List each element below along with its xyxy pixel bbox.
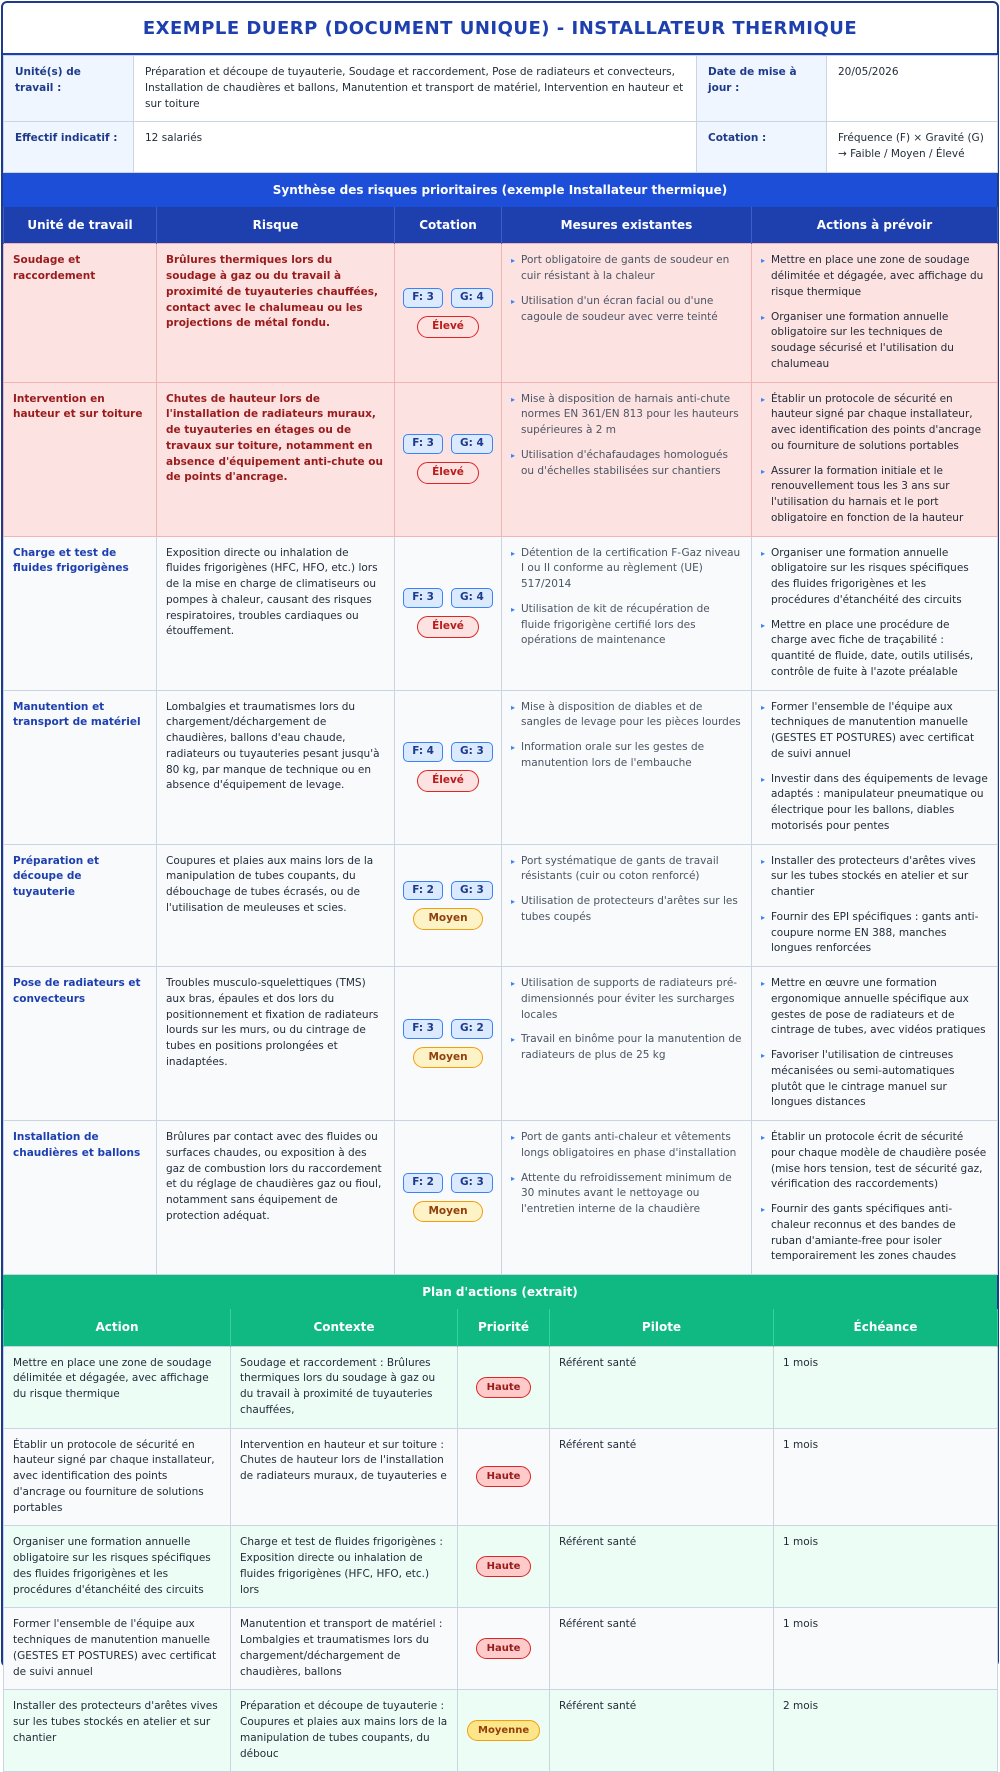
plan-context: Charge et test de fluides frigorigènes : Exposition directe ou inhalation de fluides frigorigènes (HFC, HFO, etc.) lors bbox=[231, 1526, 458, 1608]
plan-deadline: 2 mois bbox=[774, 1690, 998, 1772]
plan-header-action: Action bbox=[4, 1309, 231, 1346]
gravity-badge: G: 4 bbox=[451, 288, 493, 308]
planned-action-item: ▸ Organiser une formation annuelle obligatoire sur les techniques de soudage sécurisé et l'utilisation du chalumeau bbox=[761, 310, 988, 373]
gravity-badge: G: 4 bbox=[451, 588, 493, 608]
plan-context: Manutention et transport de matériel : Lombalgies et traumatismes lors du chargement/déchargement de chaudières, ballons bbox=[231, 1608, 458, 1690]
planned-actions bbox=[752, 967, 998, 1121]
plan-pilot: Référent santé bbox=[550, 1428, 774, 1526]
planned-action-item: ▸ Assurer la formation initiale et le renouvellement tous les 3 ans sur l'utilisation du harnais et le port obligatoire en fonction de la hauteur bbox=[761, 464, 988, 527]
existing-measure-item: ▸ Mise à disposition de diables et de sangles de levage pour les pièces lourdes bbox=[511, 700, 742, 732]
frequency-badge: F: 2 bbox=[403, 1173, 443, 1193]
risk-unit: Pose de radiateurs et convecteurs bbox=[4, 967, 157, 1121]
gravity-badge: G: 2 bbox=[451, 1019, 493, 1039]
existing-measure-item: ▸ Utilisation de protecteurs d'arêtes sur les tubes coupés bbox=[511, 894, 742, 926]
risk-description: Coupures et plaies aux mains lors de la manipulation de tubes coupants, du débouchage de tubes écrasés, ou de l'utilisation de meuleuses et scies. bbox=[157, 844, 395, 967]
plan-context: Intervention en hauteur et sur toiture : Chutes de hauteur lors de l'installation de radiateurs muraux, de tuyauteries e bbox=[231, 1428, 458, 1526]
plan-action: Installer des protecteurs d'arêtes vives sur les tubes stockés en atelier et sur chantier bbox=[4, 1690, 231, 1772]
existing-measures-list bbox=[511, 546, 742, 650]
planned-action-item: ▸ Installer des protecteurs d'arêtes vives sur les tubes stockés en atelier et sur chantier bbox=[761, 854, 988, 901]
planned-actions bbox=[752, 1121, 998, 1275]
plan-row bbox=[4, 1526, 998, 1608]
frequency-badge: F: 3 bbox=[403, 588, 443, 608]
existing-measures bbox=[502, 844, 752, 967]
plan-pilot: Référent santé bbox=[550, 1346, 774, 1428]
planned-actions bbox=[752, 536, 998, 690]
existing-measures bbox=[502, 244, 752, 382]
planned-actions bbox=[752, 844, 998, 967]
plan-pilot: Référent santé bbox=[550, 1526, 774, 1608]
existing-measure-item: ▸ Utilisation d'échafaudages homologués ou d'échelles stabilisées sur chantiers bbox=[511, 448, 742, 480]
cotation-label: Cotation : bbox=[697, 122, 827, 173]
plan-priority bbox=[458, 1526, 550, 1608]
existing-measures-list bbox=[511, 700, 742, 772]
gravity-badge: G: 3 bbox=[451, 1173, 493, 1193]
plan-section-title: Plan d'actions (extrait) bbox=[3, 1275, 997, 1309]
risk-row bbox=[4, 244, 998, 382]
existing-measures bbox=[502, 382, 752, 536]
units-value: Préparation et découpe de tuyauterie, Soudage et raccordement, Pose de radiateurs et convecteurs, Installation de chaudières et ballons, Manutention et transport de matériel, Intervention en hauteur et sur toiture bbox=[134, 56, 697, 122]
planned-action-item: ▸ Former l'ensemble de l'équipe aux techniques de manutention manuelle (GESTES ET POSTURES) avec certificat de suivi annuel bbox=[761, 700, 988, 763]
plan-action: Organiser une formation annuelle obligatoire sur les risques spécifiques des fluides frigorigènes et les procédures d'étanchéité des circuits bbox=[4, 1526, 231, 1608]
existing-measure-item: ▸ Attente du refroidissement minimum de 30 minutes avant le nettoyage ou l'entretien interne de la chaudière bbox=[511, 1171, 742, 1218]
plan-pilot: Référent santé bbox=[550, 1690, 774, 1772]
duerp-document bbox=[1, 1, 999, 1760]
date-label: Date de mise à jour : bbox=[697, 56, 827, 122]
risk-row bbox=[4, 844, 998, 967]
risk-description: Lombalgies et traumatismes lors du chargement/déchargement de chaudières, ballons d'eau chaude, radiateurs ou tuyauteries pesant jusqu'à 80 kg, par manque de technique ou en absence d'équipement de levage. bbox=[157, 690, 395, 844]
plan-header-context: Contexte bbox=[231, 1309, 458, 1346]
cotation-value: Fréquence (F) × Gravité (G) → Faible / Moyen / Élevé bbox=[827, 122, 998, 173]
existing-measure-item: ▸ Port systématique de gants de travail résistants (cuir ou coton renforcé) bbox=[511, 854, 742, 886]
risks-header-existing: Mesures existantes bbox=[502, 207, 752, 244]
existing-measures bbox=[502, 1121, 752, 1275]
effectif-value: 12 salariés bbox=[134, 122, 697, 173]
plan-header-pilot: Pilote bbox=[550, 1309, 774, 1346]
plan-table bbox=[3, 1309, 998, 1772]
existing-measure-item: ▸ Utilisation de kit de récupération de fluide frigorigène certifié lors des opérations de maintenance bbox=[511, 602, 742, 649]
plan-action: Mettre en place une zone de soudage délimitée et dégagée, avec affichage du risque thermique bbox=[4, 1346, 231, 1428]
planned-action-item: ▸ Investir dans des équipements de levage adaptés : manipulateur pneumatique ou électrique pour les ballons, diables motorisés pour pentes bbox=[761, 772, 988, 835]
risk-level-badge: Moyen bbox=[413, 1047, 482, 1069]
risk-description: Brûlures par contact avec des fluides ou surfaces chaudes, ou exposition à des gaz de combustion lors du raccordement et du réglage de chaudières gaz ou fioul, notamment sans équipement de protection adéquat. bbox=[157, 1121, 395, 1275]
existing-measures-list bbox=[511, 253, 742, 325]
risk-level-badge: Élevé bbox=[417, 616, 479, 638]
risks-header-cotation: Cotation bbox=[395, 207, 502, 244]
planned-action-item: ▸ Fournir des gants spécifiques anti-chaleur reconnus et des bandes de ruban d'amiante-free pour isoler temporairement les zones chaudes bbox=[761, 1202, 988, 1265]
risk-row bbox=[4, 382, 998, 536]
frequency-gravity-badges bbox=[399, 742, 497, 762]
risks-header-actions: Actions à prévoir bbox=[752, 207, 998, 244]
frequency-gravity-badges bbox=[399, 881, 497, 901]
planned-action-item: ▸ Fournir des EPI spécifiques : gants anti-coupure norme EN 388, manches longues renforcées bbox=[761, 910, 988, 957]
risk-row bbox=[4, 690, 998, 844]
existing-measure-item: ▸ Utilisation de supports de radiateurs pré-dimensionnés pour éviter les surcharges locales bbox=[511, 976, 742, 1023]
existing-measures bbox=[502, 536, 752, 690]
document-title: EXEMPLE DUERP (DOCUMENT UNIQUE) - INSTALLATEUR THERMIQUE bbox=[3, 3, 997, 55]
risks-header-risk: Risque bbox=[157, 207, 395, 244]
risk-cotation bbox=[395, 536, 502, 690]
plan-priority bbox=[458, 1608, 550, 1690]
planned-action-item: ▸ Établir un protocole écrit de sécurité pour chaque modèle de chaudière posée (mise hors tension, test de sécurité gaz, vérification des raccordements) bbox=[761, 1130, 988, 1193]
planned-actions-list bbox=[761, 392, 988, 527]
gravity-badge: G: 4 bbox=[451, 434, 493, 454]
planned-actions bbox=[752, 690, 998, 844]
frequency-badge: F: 3 bbox=[403, 1019, 443, 1039]
planned-action-item: ▸ Mettre en place une procédure de charge avec fiche de traçabilité : quantité de fluide, date, outils utilisés, contrôle de fuite à l'azote préalable bbox=[761, 618, 988, 681]
planned-actions-list bbox=[761, 546, 988, 681]
risk-unit: Manutention et transport de matériel bbox=[4, 690, 157, 844]
risk-unit: Préparation et découpe de tuyauterie bbox=[4, 844, 157, 967]
existing-measure-item: ▸ Port obligatoire de gants de soudeur en cuir résistant à la chaleur bbox=[511, 253, 742, 285]
frequency-badge: F: 3 bbox=[403, 434, 443, 454]
risk-description: Troubles musculo-squelettiques (TMS) aux bras, épaules et dos lors du positionnement et fixation de radiateurs lourds sur les murs, ou du cintrage de tubes en positions prolongées et inadaptées. bbox=[157, 967, 395, 1121]
frequency-gravity-badges bbox=[399, 434, 497, 454]
plan-row bbox=[4, 1608, 998, 1690]
existing-measure-item: ▸ Travail en binôme pour la manutention de radiateurs de plus de 25 kg bbox=[511, 1032, 742, 1064]
plan-priority bbox=[458, 1690, 550, 1772]
priority-badge: Haute bbox=[476, 1377, 532, 1398]
risk-description: Exposition directe ou inhalation de fluides frigorigènes (HFC, HFO, etc.) lors de la mise en charge de climatiseurs ou pompes à chaleur, causant des risques respiratoires, troubles cardiaques ou étouffement. bbox=[157, 536, 395, 690]
frequency-badge: F: 2 bbox=[403, 881, 443, 901]
existing-measures-list bbox=[511, 976, 742, 1064]
planned-action-item: ▸ Organiser une formation annuelle obligatoire sur les risques spécifiques des fluides frigorigènes et les procédures d'étanchéité des circuits bbox=[761, 546, 988, 609]
plan-priority bbox=[458, 1346, 550, 1428]
risk-level-badge: Élevé bbox=[417, 462, 479, 484]
plan-row bbox=[4, 1690, 998, 1772]
risk-unit: Installation de chaudières et ballons bbox=[4, 1121, 157, 1275]
plan-row bbox=[4, 1346, 998, 1428]
priority-badge: Moyenne bbox=[467, 1720, 540, 1741]
risk-row bbox=[4, 536, 998, 690]
frequency-gravity-badges bbox=[399, 588, 497, 608]
plan-deadline: 1 mois bbox=[774, 1428, 998, 1526]
planned-actions-list bbox=[761, 700, 988, 835]
risk-level-badge: Moyen bbox=[413, 908, 482, 930]
planned-actions-list bbox=[761, 854, 988, 958]
frequency-gravity-badges bbox=[399, 288, 497, 308]
date-value: 20/05/2026 bbox=[827, 56, 998, 122]
risk-cotation bbox=[395, 1121, 502, 1275]
gravity-badge: G: 3 bbox=[451, 881, 493, 901]
plan-action: Établir un protocole de sécurité en hauteur signé par chaque installateur, avec identification des points d'ancrage ou fourniture de solutions portables bbox=[4, 1428, 231, 1526]
risk-cotation bbox=[395, 844, 502, 967]
planned-action-item: ▸ Mettre en œuvre une formation ergonomique annuelle spécifique aux gestes de pose de radiateurs et de cintrage de tubes, avec vidéos pratiques bbox=[761, 976, 988, 1039]
frequency-gravity-badges bbox=[399, 1019, 497, 1039]
plan-header-row bbox=[4, 1309, 998, 1346]
plan-deadline: 1 mois bbox=[774, 1346, 998, 1428]
risk-cotation bbox=[395, 967, 502, 1121]
risk-cotation bbox=[395, 690, 502, 844]
planned-actions-list bbox=[761, 976, 988, 1111]
plan-context: Préparation et découpe de tuyauterie : Coupures et plaies aux mains lors de la manipulation de tubes coupants, du débouc bbox=[231, 1690, 458, 1772]
planned-action-item: ▸ Établir un protocole de sécurité en hauteur signé par chaque installateur, avec identification des points d'ancrage ou fourniture de solutions portables bbox=[761, 392, 988, 455]
gravity-badge: G: 3 bbox=[451, 742, 493, 762]
planned-actions bbox=[752, 382, 998, 536]
risk-level-badge: Élevé bbox=[417, 316, 479, 338]
existing-measures bbox=[502, 967, 752, 1121]
risk-description: Brûlures thermiques lors du soudage à gaz ou du travail à proximité de tuyauteries chauffées, contact avec le chalumeau ou les projections de métal fondu. bbox=[157, 244, 395, 382]
risk-cotation bbox=[395, 382, 502, 536]
plan-row bbox=[4, 1428, 998, 1526]
plan-deadline: 1 mois bbox=[774, 1526, 998, 1608]
planned-actions-list bbox=[761, 253, 988, 372]
info-table bbox=[3, 55, 998, 173]
existing-measure-item: ▸ Utilisation d'un écran facial ou d'une cagoule de soudeur avec verre teinté bbox=[511, 294, 742, 326]
planned-actions bbox=[752, 244, 998, 382]
risk-unit: Charge et test de fluides frigorigènes bbox=[4, 536, 157, 690]
risk-row bbox=[4, 1121, 998, 1275]
risk-cotation bbox=[395, 244, 502, 382]
existing-measure-item: ▸ Information orale sur les gestes de manutention lors de l'embauche bbox=[511, 740, 742, 772]
risks-header-unit: Unité de travail bbox=[4, 207, 157, 244]
units-label: Unité(s) de travail : bbox=[4, 56, 134, 122]
frequency-badge: F: 4 bbox=[403, 742, 443, 762]
existing-measure-item: ▸ Détention de la certification F-Gaz niveau I ou II conforme au règlement (UE) 517/2014 bbox=[511, 546, 742, 593]
frequency-badge: F: 3 bbox=[403, 288, 443, 308]
risk-level-badge: Moyen bbox=[413, 1201, 482, 1223]
risks-table bbox=[3, 207, 998, 1275]
plan-header-priority: Priorité bbox=[458, 1309, 550, 1346]
plan-priority bbox=[458, 1428, 550, 1526]
priority-badge: Haute bbox=[476, 1638, 532, 1659]
priority-badge: Haute bbox=[476, 1556, 532, 1577]
plan-header-deadline: Échéance bbox=[774, 1309, 998, 1346]
existing-measures-list bbox=[511, 1130, 742, 1218]
planned-action-item: ▸ Favoriser l'utilisation de cintreuses mécanisées ou semi-automatiques plutôt que le cintrage manuel sur longues distances bbox=[761, 1048, 988, 1111]
plan-context: Soudage et raccordement : Brûlures thermiques lors du soudage à gaz ou du travail à proximité de tuyauteries chauffées, bbox=[231, 1346, 458, 1428]
risk-level-badge: Élevé bbox=[417, 770, 479, 792]
risk-description: Chutes de hauteur lors de l'installation de radiateurs muraux, de tuyauteries en étages ou de travaux sur toiture, notamment en absence d'équipement anti-chute ou de points d'ancrage. bbox=[157, 382, 395, 536]
plan-action: Former l'ensemble de l'équipe aux techniques de manutention manuelle (GESTES ET POSTURES) avec certificat de suivi annuel bbox=[4, 1608, 231, 1690]
existing-measure-item: ▸ Port de gants anti-chaleur et vêtements longs obligatoires en phase d'installation bbox=[511, 1130, 742, 1162]
existing-measures-list bbox=[511, 854, 742, 926]
risks-header-row bbox=[4, 207, 998, 244]
effectif-label: Effectif indicatif : bbox=[4, 122, 134, 173]
planned-action-item: ▸ Mettre en place une zone de soudage délimitée et dégagée, avec affichage du risque thermique bbox=[761, 253, 988, 300]
priority-badge: Haute bbox=[476, 1466, 532, 1487]
existing-measure-item: ▸ Mise à disposition de harnais anti-chute normes EN 361/EN 813 pour les hauteurs supérieures à 2 m bbox=[511, 392, 742, 439]
risks-section-title: Synthèse des risques prioritaires (exemple Installateur thermique) bbox=[3, 173, 997, 207]
plan-pilot: Référent santé bbox=[550, 1608, 774, 1690]
frequency-gravity-badges bbox=[399, 1173, 497, 1193]
existing-measures-list bbox=[511, 392, 742, 480]
planned-actions-list bbox=[761, 1130, 988, 1265]
risk-row bbox=[4, 967, 998, 1121]
risk-unit: Soudage et raccordement bbox=[4, 244, 157, 382]
risk-unit: Intervention en hauteur et sur toiture bbox=[4, 382, 157, 536]
plan-deadline: 1 mois bbox=[774, 1608, 998, 1690]
existing-measures bbox=[502, 690, 752, 844]
